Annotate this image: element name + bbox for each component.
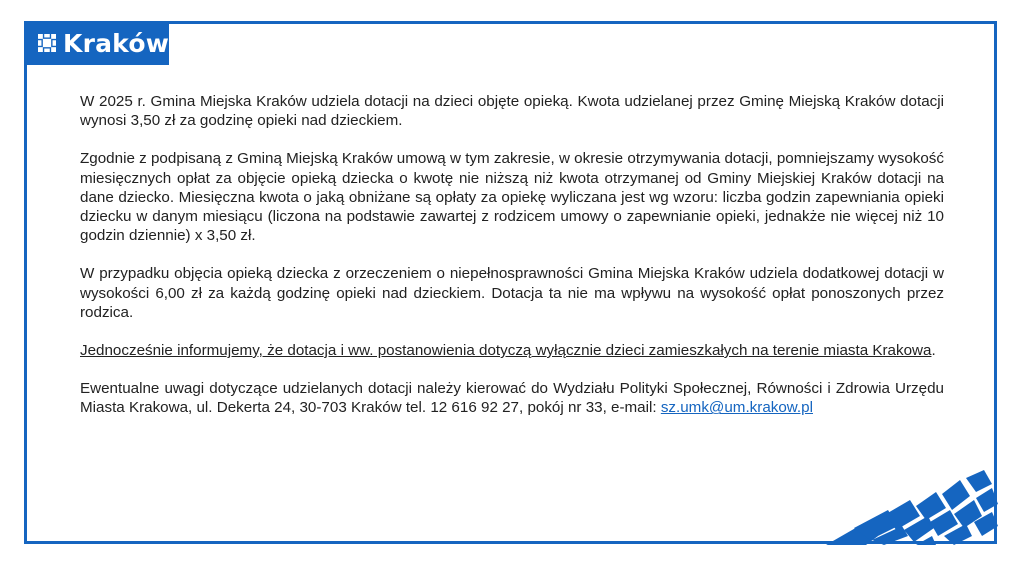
contact-text: Ewentualne uwagi dotyczące udzielanych dotacji należy kierować do Wydziału Polityki Społecznej, Równości i Zdrowia Urzędu Miasta Krakowa, ul. Dekerta 24, 30-703 Kraków tel. 12 616 92 27, pokój nr 33, e-mail:	[80, 380, 944, 417]
paragraph-residency-note	[80, 341, 944, 360]
residency-note-underlined: Jednocześnie informujemy, że dotacja i ww. postanowienia dotyczą wyłącznie dzieci zamieszkałych na terenie miasta Krakowa	[80, 342, 932, 360]
paragraph-disability-subsidy: W przypadku objęcia opieką dziecka z orzeczeniem o niepełnosprawności Gmina Miejska Kraków udziela dodatkowej dotacji w wysokości 6,00 zł za każdą godzinę opieki nad dzieckiem. Dotacja ta nie ma wpływu na wysokość opłat ponoszonych przez rodzica.	[80, 265, 944, 321]
residency-note-end: .	[931, 342, 936, 360]
brand-name: Kraków	[63, 28, 169, 58]
krakow-logo-icon	[38, 30, 56, 56]
brand-logo	[24, 21, 169, 65]
document-body	[80, 92, 944, 437]
paragraph-subsidy-amount: W 2025 r. Gmina Miejska Kraków udziela dotacji na dzieci objęte opieką. Kwota udzielanej przez Gminę Miejską Kraków dotacji wynosi 3,50 zł za godzinę opieki nad dzieckiem.	[80, 93, 944, 130]
paragraph-contact	[80, 379, 944, 417]
email-link[interactable]: sz.umk@um.krakow.pl	[660, 399, 813, 417]
paragraph-fee-reduction: Zgodnie z podpisaną z Gminą Miejską Kraków umową w tym zakresie, w okresie otrzymywania dotacji, pomniejszamy wysokość miesięcznych opłat za objęcie opieką dziecka o kwotę nie niższą niż kwota otrzymanej od Gminy Miejskiej Kraków dotacji na dane dziecko. Miesięczna kwota o jaką obniżane są opłaty za opiekę wyliczana jest wg wzoru: liczba godzin zapewniania opieki dziecku w danym miesiącu (liczona na podstawie zawartej z rodzicem umowy o zapewnianie opieki, jednakże nie więcej niż 10 godzin dziennie) x 3,50 zł.	[80, 150, 944, 245]
krakow-pattern-graphic	[826, 470, 998, 545]
